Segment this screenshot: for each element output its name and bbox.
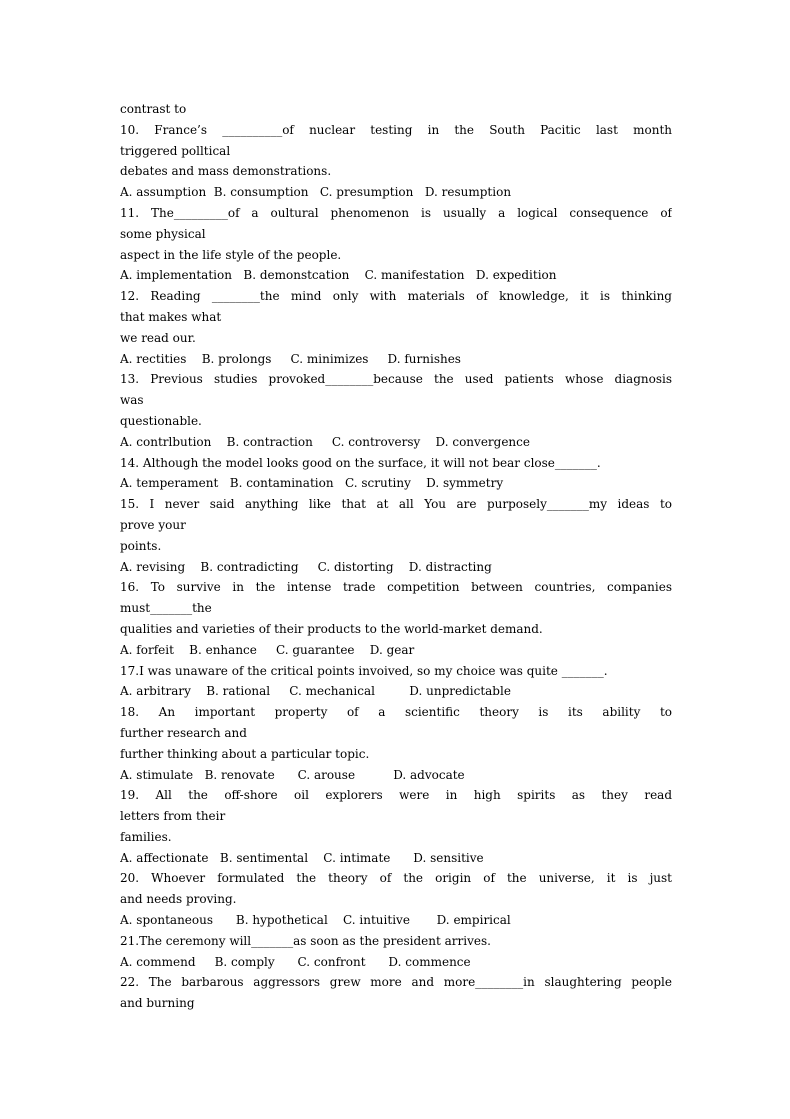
text-line: some physical <box>120 226 206 241</box>
text-line: questionable. <box>120 413 202 428</box>
text-line: A. implementation B. demonstcation C. manifestation D. expedition <box>120 268 557 283</box>
text-line: 16. To survive in the intense trade competition between countries, companies <box>120 580 672 595</box>
text-line: must_______the <box>120 601 212 616</box>
text-line: and needs proving. <box>120 892 237 907</box>
text-line: A. affectionate B. sentimental C. intimate D. sensitive <box>120 850 484 865</box>
text-line: 11. The_________of a oultural phenomenon is usually a logical consequence of <box>120 205 672 220</box>
text-line: further thinking about a particular topic. <box>120 746 370 761</box>
text-line: 17.I was unaware of the critical points invoived, so my choice was quite _______. <box>120 663 608 678</box>
text-line: 18. An important property of a scientific theory is its ability to <box>120 705 672 720</box>
text-line: 21.The ceremony will_______as soon as the president arrives. <box>120 933 491 948</box>
text-line: contrast to <box>120 102 187 116</box>
text-line: A. arbitrary B. rational C. mechanical D. unpredictable <box>120 684 511 699</box>
text-line: 20. Whoever formulated the theory of the origin of the universe, it is just <box>120 871 672 886</box>
text-line: A. stimulate B. renovate C. arouse D. advocate <box>120 767 465 782</box>
text-line: we read our. <box>120 330 196 345</box>
text-line: that makes what <box>120 309 222 324</box>
text-line: prove your <box>120 517 186 532</box>
text-line: families. <box>120 829 172 844</box>
text-line: further research and <box>120 725 247 740</box>
text-line: 15. I never said anything like that at all You are purposely_______my ideas to <box>120 497 672 512</box>
text-line: A. revising B. contradicting C. distorting D. distracting <box>120 559 492 574</box>
text-line: 19. All the off-shore oil explorers were in high spirits as they read <box>120 788 672 803</box>
text-line: A. spontaneous B. hypothetical C. intuitive D. empirical <box>120 913 511 928</box>
text-line: A. forfeit B. enhance C. guarantee D. gear <box>120 642 415 657</box>
text-line: 12. Reading ________the mind only with materials of knowledge, it is thinking <box>120 289 672 304</box>
text-line: letters from their <box>120 809 226 824</box>
text-line: 10. France’s __________of nuclear testing in the South Pacitic last month <box>120 122 672 137</box>
text-line: A. commend B. comply C. confront D. commence <box>120 954 471 969</box>
text-line: 22. The barbarous aggressors grew more and more________in slaughtering people <box>120 975 672 990</box>
text-line: A. rectities B. prolongs C. minimizes D. furnishes <box>120 351 461 366</box>
text-line: was <box>120 393 144 408</box>
text-line: A. assumption B. consumption C. presumption D. resumption <box>120 185 512 200</box>
text-line: debates and mass demonstrations. <box>120 164 332 179</box>
text-line: A. temperament B. contamination C. scrutiny D. symmetry <box>120 476 504 491</box>
text-line: and burning <box>120 996 195 1011</box>
document-page <box>120 99 672 1014</box>
text-line: points. <box>120 538 162 553</box>
text-line: A. contrlbution B. contraction C. controversy D. convergence <box>120 434 530 449</box>
text-line: 14. Although the model looks good on the surface, it will not bear close_______. <box>120 455 601 470</box>
text-line: qualities and varieties of their products to the world-market demand. <box>120 621 543 636</box>
text-line: 13. Previous studies provoked________because the used patients whose diagnosis <box>120 372 672 387</box>
text-line: aspect in the life style of the people. <box>120 247 342 262</box>
text-line: triggered polltical <box>120 143 231 158</box>
